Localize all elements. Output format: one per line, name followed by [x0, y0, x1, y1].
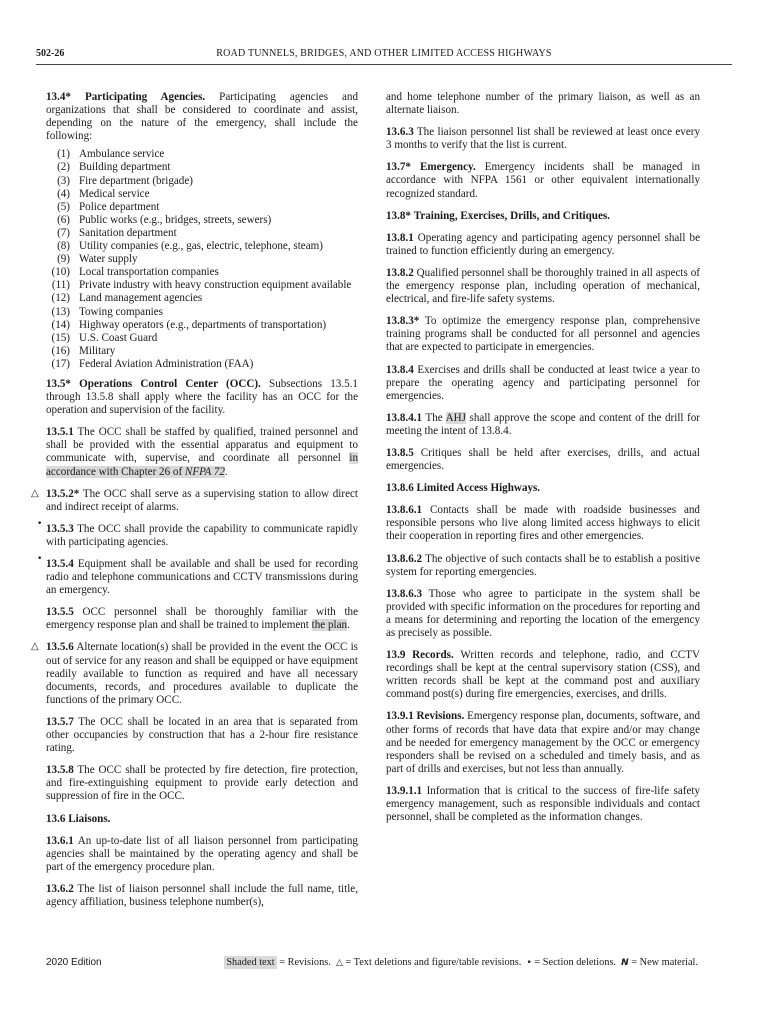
section-13-8-6-1: 13.8.6.1 Contacts shall be made with roadside businesses and responsible persons who live along limited access highways to elicit their cooperation in reporting fires and other emergencies. — [386, 504, 700, 543]
section-13-8-2: 13.8.2 Qualified personnel shall be thoroughly trained in all aspects of the emergency response plan, including operation of mechanical, electrical, and fire-life safety systems. — [386, 266, 700, 306]
list-number: (7) — [57, 226, 70, 239]
agency-list-item — [46, 175, 358, 188]
section-13-8-6: 13.8.6 Limited Access Highways. — [386, 482, 541, 495]
section-13-8: 13.8* Training, Exercises, Drills, and Critiques. — [386, 209, 610, 222]
section-13-8-5: 13.8.5 Critiques shall be held after exercises, drills, and actual emergencies. — [386, 446, 700, 473]
list-number: (5) — [57, 200, 70, 213]
agency-list-item — [46, 240, 358, 253]
section-13-5-2: △ 13.5.2* The OCC shall serve as a supervising station to allow direct and indirect receipt of alarms. — [31, 487, 358, 513]
section-13-8-3: 13.8.3* To optimize the emergency response plan, comprehensive training programs shall be conducted for all personnel and agencies that are expected to participate in emergencies. — [386, 315, 700, 354]
section-13-9: 13.9 Records. Written records and telephone, radio, and CCTV recordings shall be kept at the central supervisory station (CSS), and written records shall be kept at the command post and auxiliary command post(s) during fire emergencies, exercises, and drills. — [386, 649, 700, 701]
page-number: 502-26 — [36, 48, 65, 59]
section-13-5-7: 13.5.7 The OCC shall be located in an area that is separated from other occupancies by construction that has a 2-hour fire resistance rating. — [46, 715, 358, 755]
section-deletion-dot-icon: • — [526, 958, 532, 968]
section-deletion-dot-icon: • — [37, 554, 43, 564]
section-13-6-2: 13.6.2 The list of liaison personnel shall include the full name, title, agency affiliation, business telephone number(s), — [46, 882, 358, 908]
section-13-4: 13.4* Participating Agencies. Participating agencies and organizations that shall be considered to coordinate and assist, depending on the nature of the emergency, shall include the following: — [46, 91, 358, 143]
agency-list-item — [46, 306, 358, 319]
agency-list-item — [46, 319, 358, 332]
list-number: (6) — [57, 213, 70, 226]
list-number: (15) — [51, 331, 70, 344]
list-text: Ambulance service — [79, 148, 165, 161]
section-13-6-3: 13.6.3 The liaison personnel list shall be reviewed at least once every 3 months to verify that the list is current. — [386, 126, 701, 152]
agency-list-item — [46, 266, 358, 279]
section-13-5-4: • 13.5.4 Equipment shall be available and shall be used for recording radio and telephone communications and CCTV transmissions during an emergency. — [37, 554, 358, 597]
section-13-8-4-1: 13.8.4.1 The AHJ shall approve the scope and content of the drill for meeting the intent of 13.8.4. — [386, 411, 700, 437]
section-13-5: 13.5* Operations Control Center (OCC). Subsections 13.5.1 through 13.5.8 shall apply where the facility has an OCC for the operation and supervision of the facility. — [46, 377, 358, 417]
section-13-6-1: 13.6.1 An up-to-date list of all liaison personnel from participating agencies shall be maintained by the operating agency and shall be part of the emergency procedure plan. — [46, 834, 358, 873]
section-13-5-8: 13.5.8 The OCC shall be protected by fire detection, fire protection, and fire-extinguishing equipment to provide early detection and suppression of fire in the OCC. — [46, 764, 359, 803]
left-column — [31, 91, 359, 918]
agency-list-item — [46, 188, 358, 201]
section-13-5-5: 13.5.5 OCC personnel shall be thoroughly familiar with the emergency response plan and shall be trained to implement the plan. — [46, 606, 358, 632]
list-text: Highway operators (e.g., departments of transportation) — [79, 318, 327, 331]
agency-list — [46, 148, 358, 371]
edition-label: 2020 Edition — [46, 957, 102, 968]
list-number: (12) — [51, 292, 70, 305]
section-deletion-dot-icon: • — [37, 518, 43, 529]
section-13-9-1: 13.9.1 Revisions. Emergency response plan, documents, software, and other forms of records that have data that expire and/or may change and be needed for emergency management by the OCC or emergency responders shall be revised on a scheduled and timely basis, and as part of drills and exercises, but not less than annually. — [386, 710, 700, 775]
section-13-6: 13.6 Liaisons. — [46, 812, 111, 825]
list-text: Fire department (brigade) — [79, 174, 193, 187]
list-text: Military — [79, 344, 116, 357]
revision-legend: Shaded text = Revisions. △ = Text deletions and figure/table revisions. • = Section deletions. N = New material. — [226, 957, 698, 968]
section-13-5-3: • 13.5.3 The OCC shall provide the capability to communicate rapidly with participating agencies. — [37, 518, 358, 548]
agency-list-item — [46, 253, 358, 266]
shaded-text-sample: Shaded text — [226, 957, 275, 968]
list-number: (2) — [57, 161, 70, 174]
list-number: (17) — [51, 357, 70, 370]
list-text: Sanitation department — [79, 226, 177, 239]
agency-list-item — [46, 148, 358, 161]
list-number: (3) — [57, 174, 70, 187]
list-text: Utility companies (e.g., gas, electric, telephone, steam) — [79, 240, 323, 253]
list-text: Medical service — [79, 187, 150, 200]
agency-list-item — [46, 201, 358, 214]
list-number: (11) — [51, 279, 70, 292]
revision-shading: AHJ — [445, 411, 466, 424]
section-13-8-6-3: 13.8.6.3 Those who agree to participate in the system shall be provided with specific information on the procedures for reporting and a means for determining and reporting the location of the emergency as precisely as possible. — [386, 587, 700, 639]
agency-list-item — [46, 332, 358, 345]
list-number: (16) — [51, 344, 70, 357]
right-column — [386, 91, 700, 833]
list-number: (13) — [51, 305, 70, 318]
list-number: (14) — [51, 318, 70, 331]
list-number: (4) — [57, 187, 70, 200]
new-material-n-icon: N — [621, 958, 629, 968]
delta-revision-icon: △ — [31, 487, 39, 499]
continued-paragraph: and home telephone number of the primary liaison, as well as an alternate liaison. — [386, 91, 700, 117]
running-title: ROAD TUNNELS, BRIDGES, AND OTHER LIMITED ACCESS HIGHWAYS — [216, 48, 552, 59]
section-13-8-6-2: 13.8.6.2 The objective of such contacts shall be to establish a positive system for reporting emergencies. — [386, 552, 700, 578]
agency-list-item — [46, 214, 358, 227]
revision-shading: in accordance with Chapter 26 of NFPA 72 — [46, 452, 358, 478]
list-text: Police department — [79, 200, 160, 213]
section-13-9-1-1: 13.9.1.1 Information that is critical to the success of fire-life safety emergency management, such as responsible individuals and contact personnel, shall be completed as the information changes. — [386, 784, 700, 824]
section-13-5-1: 13.5.1 The OCC shall be staffed by qualified, trained personnel and shall be provided with the essential apparatus and equipment to communicate with, supervise, and coordinate all personnel in accordance with Chapter 26 of NFPA 72. — [46, 426, 358, 478]
list-text: Water supply — [79, 253, 138, 266]
list-text: Federal Aviation Administration (FAA) — [79, 357, 254, 370]
list-number: (8) — [57, 240, 70, 253]
list-text: U.S. Coast Guard — [79, 331, 158, 344]
agency-list-item — [46, 358, 358, 371]
list-text: Land management agencies — [79, 292, 203, 305]
list-text: Private industry with heavy construction equipment available — [79, 279, 352, 292]
agency-list-item — [46, 227, 358, 240]
section-13-8-1: 13.8.1 Operating agency and participating agency personnel shall be trained to function efficiently during an emergency. — [386, 231, 700, 257]
list-text: Public works (e.g., bridges, streets, sewers) — [79, 213, 272, 226]
list-number: (1) — [57, 148, 70, 161]
delta-revision-icon: △ — [31, 641, 39, 653]
list-text: Towing companies — [79, 305, 163, 318]
agency-list-item — [46, 292, 358, 305]
list-text: Local transportation companies — [79, 266, 219, 279]
revision-shading: the plan — [311, 619, 348, 632]
section-13-8-4: 13.8.4 Exercises and drills shall be conducted at least twice a year to prepare the operating agency and participating personnel for emergencies. — [386, 363, 700, 402]
section-13-5-6: △ 13.5.6 Alternate location(s) shall be provided in the event the OCC is out of service for any reason and shall be equipped or have equipment readily available to function as required and have all necessary documents, records, and procedures available to duplicate the functions of the primary OCC. — [31, 641, 358, 706]
agency-list-item — [46, 345, 358, 358]
list-number: (10) — [51, 266, 70, 279]
agency-list-item — [46, 161, 358, 174]
section-13-7: 13.7* Emergency. Emergency incidents shall be managed in accordance with NFPA 1561 or other equivalent internationally recognized standard. — [386, 161, 701, 200]
running-header — [36, 46, 732, 65]
list-text: Building department — [79, 161, 171, 174]
list-number: (9) — [57, 253, 70, 266]
delta-revision-icon: △ — [335, 958, 343, 968]
agency-list-item — [46, 279, 358, 292]
